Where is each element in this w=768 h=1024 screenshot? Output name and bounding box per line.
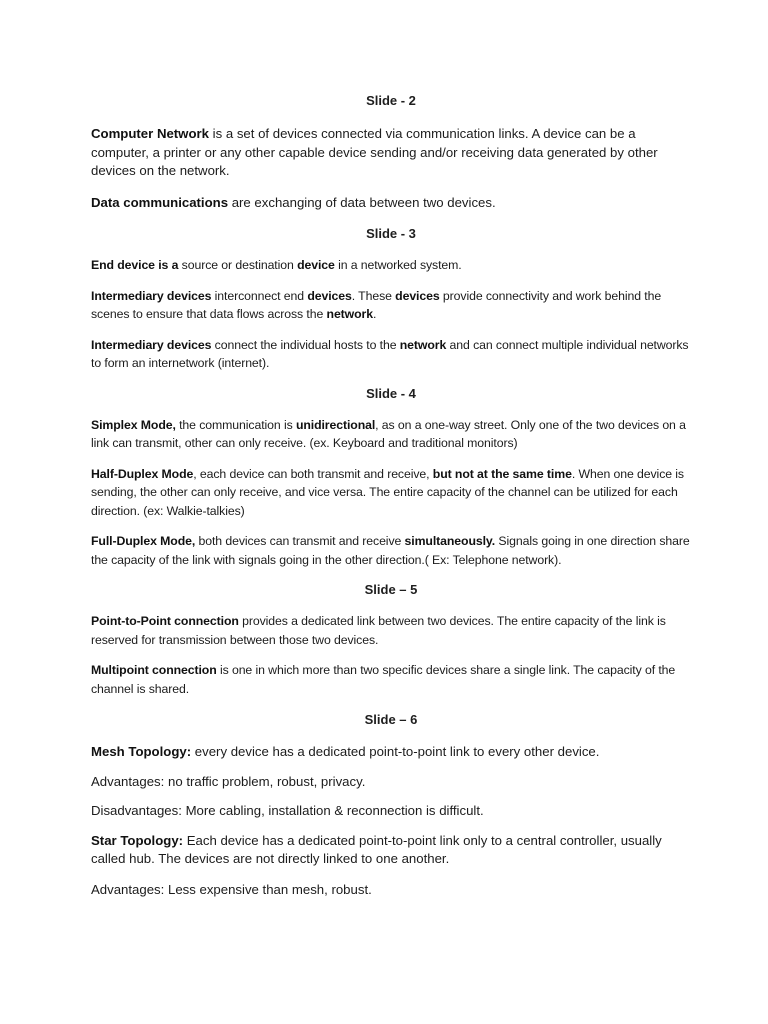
- computer-network-definition: Computer Network is a set of devices connected via communication links. A device can be a computer, a printer or any other capable device sending and/or receiving data generated by other devices on the network.: [91, 126, 658, 178]
- star-topology-definition: Star Topology: Each device has a dedicated point-to-point link only to a central controller, usually called hub. The devices are not directly linked to one another.: [91, 832, 662, 866]
- slide-2-heading: Slide - 2: [366, 93, 416, 108]
- document-body: [91, 92, 691, 899]
- intermediary-devices-definition: Intermediary devices interconnect end devices. These devices provide connectivity and work behind the scenes to ensure that data flows across the network.: [91, 288, 662, 321]
- half-duplex-mode-definition: Half-Duplex Mode, each device can both transmit and receive, but not at the same time. When one device is sending, the other can only receive, and vice versa. The entire capacity of the channel can be utilized for each direction. (ex: Walkie-talkies): [91, 466, 684, 518]
- slide-4-heading: Slide - 4: [366, 385, 416, 401]
- multipoint-definition: Multipoint connection is one in which more than two specific devices share a single link. The capacity of the channel is shared.: [91, 663, 676, 696]
- full-duplex-mode-definition: Full-Duplex Mode, both devices can transmit and receive simultaneously. Signals going in one direction share the capacity of the link with signals going in the other direction.( Ex: Telephone network).: [91, 534, 690, 567]
- intermediary-devices-role: Intermediary devices connect the individual hosts to the network and can connect multiple individual networks to form an internetwork (internet).: [91, 337, 689, 370]
- mesh-topology-definition: Mesh Topology: every device has a dedicated point-to-point link to every other device.: [91, 744, 600, 759]
- star-advantages: Advantages: Less expensive than mesh, robust.: [91, 881, 372, 897]
- point-to-point-definition: Point-to-Point connection provides a dedicated link between two devices. The entire capacity of the link is reserved for transmission between those two devices.: [91, 614, 666, 647]
- slide-5-heading: Slide – 5: [364, 582, 418, 597]
- slide-6-heading: Slide – 6: [364, 712, 418, 727]
- simplex-mode-definition: Simplex Mode, the communication is unidirectional, as on a one-way street. Only one of the two devices on a link can transmit, other can only receive. (ex. Keyboard and traditional monitors): [91, 417, 686, 450]
- mesh-disadvantages: Disadvantages: More cabling, installation & reconnection is difficult.: [91, 803, 484, 818]
- mesh-advantages: Advantages: no traffic problem, robust, privacy.: [91, 773, 366, 789]
- data-communications-definition: Data communications are exchanging of data between two devices.: [91, 194, 496, 210]
- end-device-definition: End device is a source or destination device in a networked system.: [91, 258, 462, 272]
- slide-3-heading: Slide - 3: [366, 226, 416, 241]
